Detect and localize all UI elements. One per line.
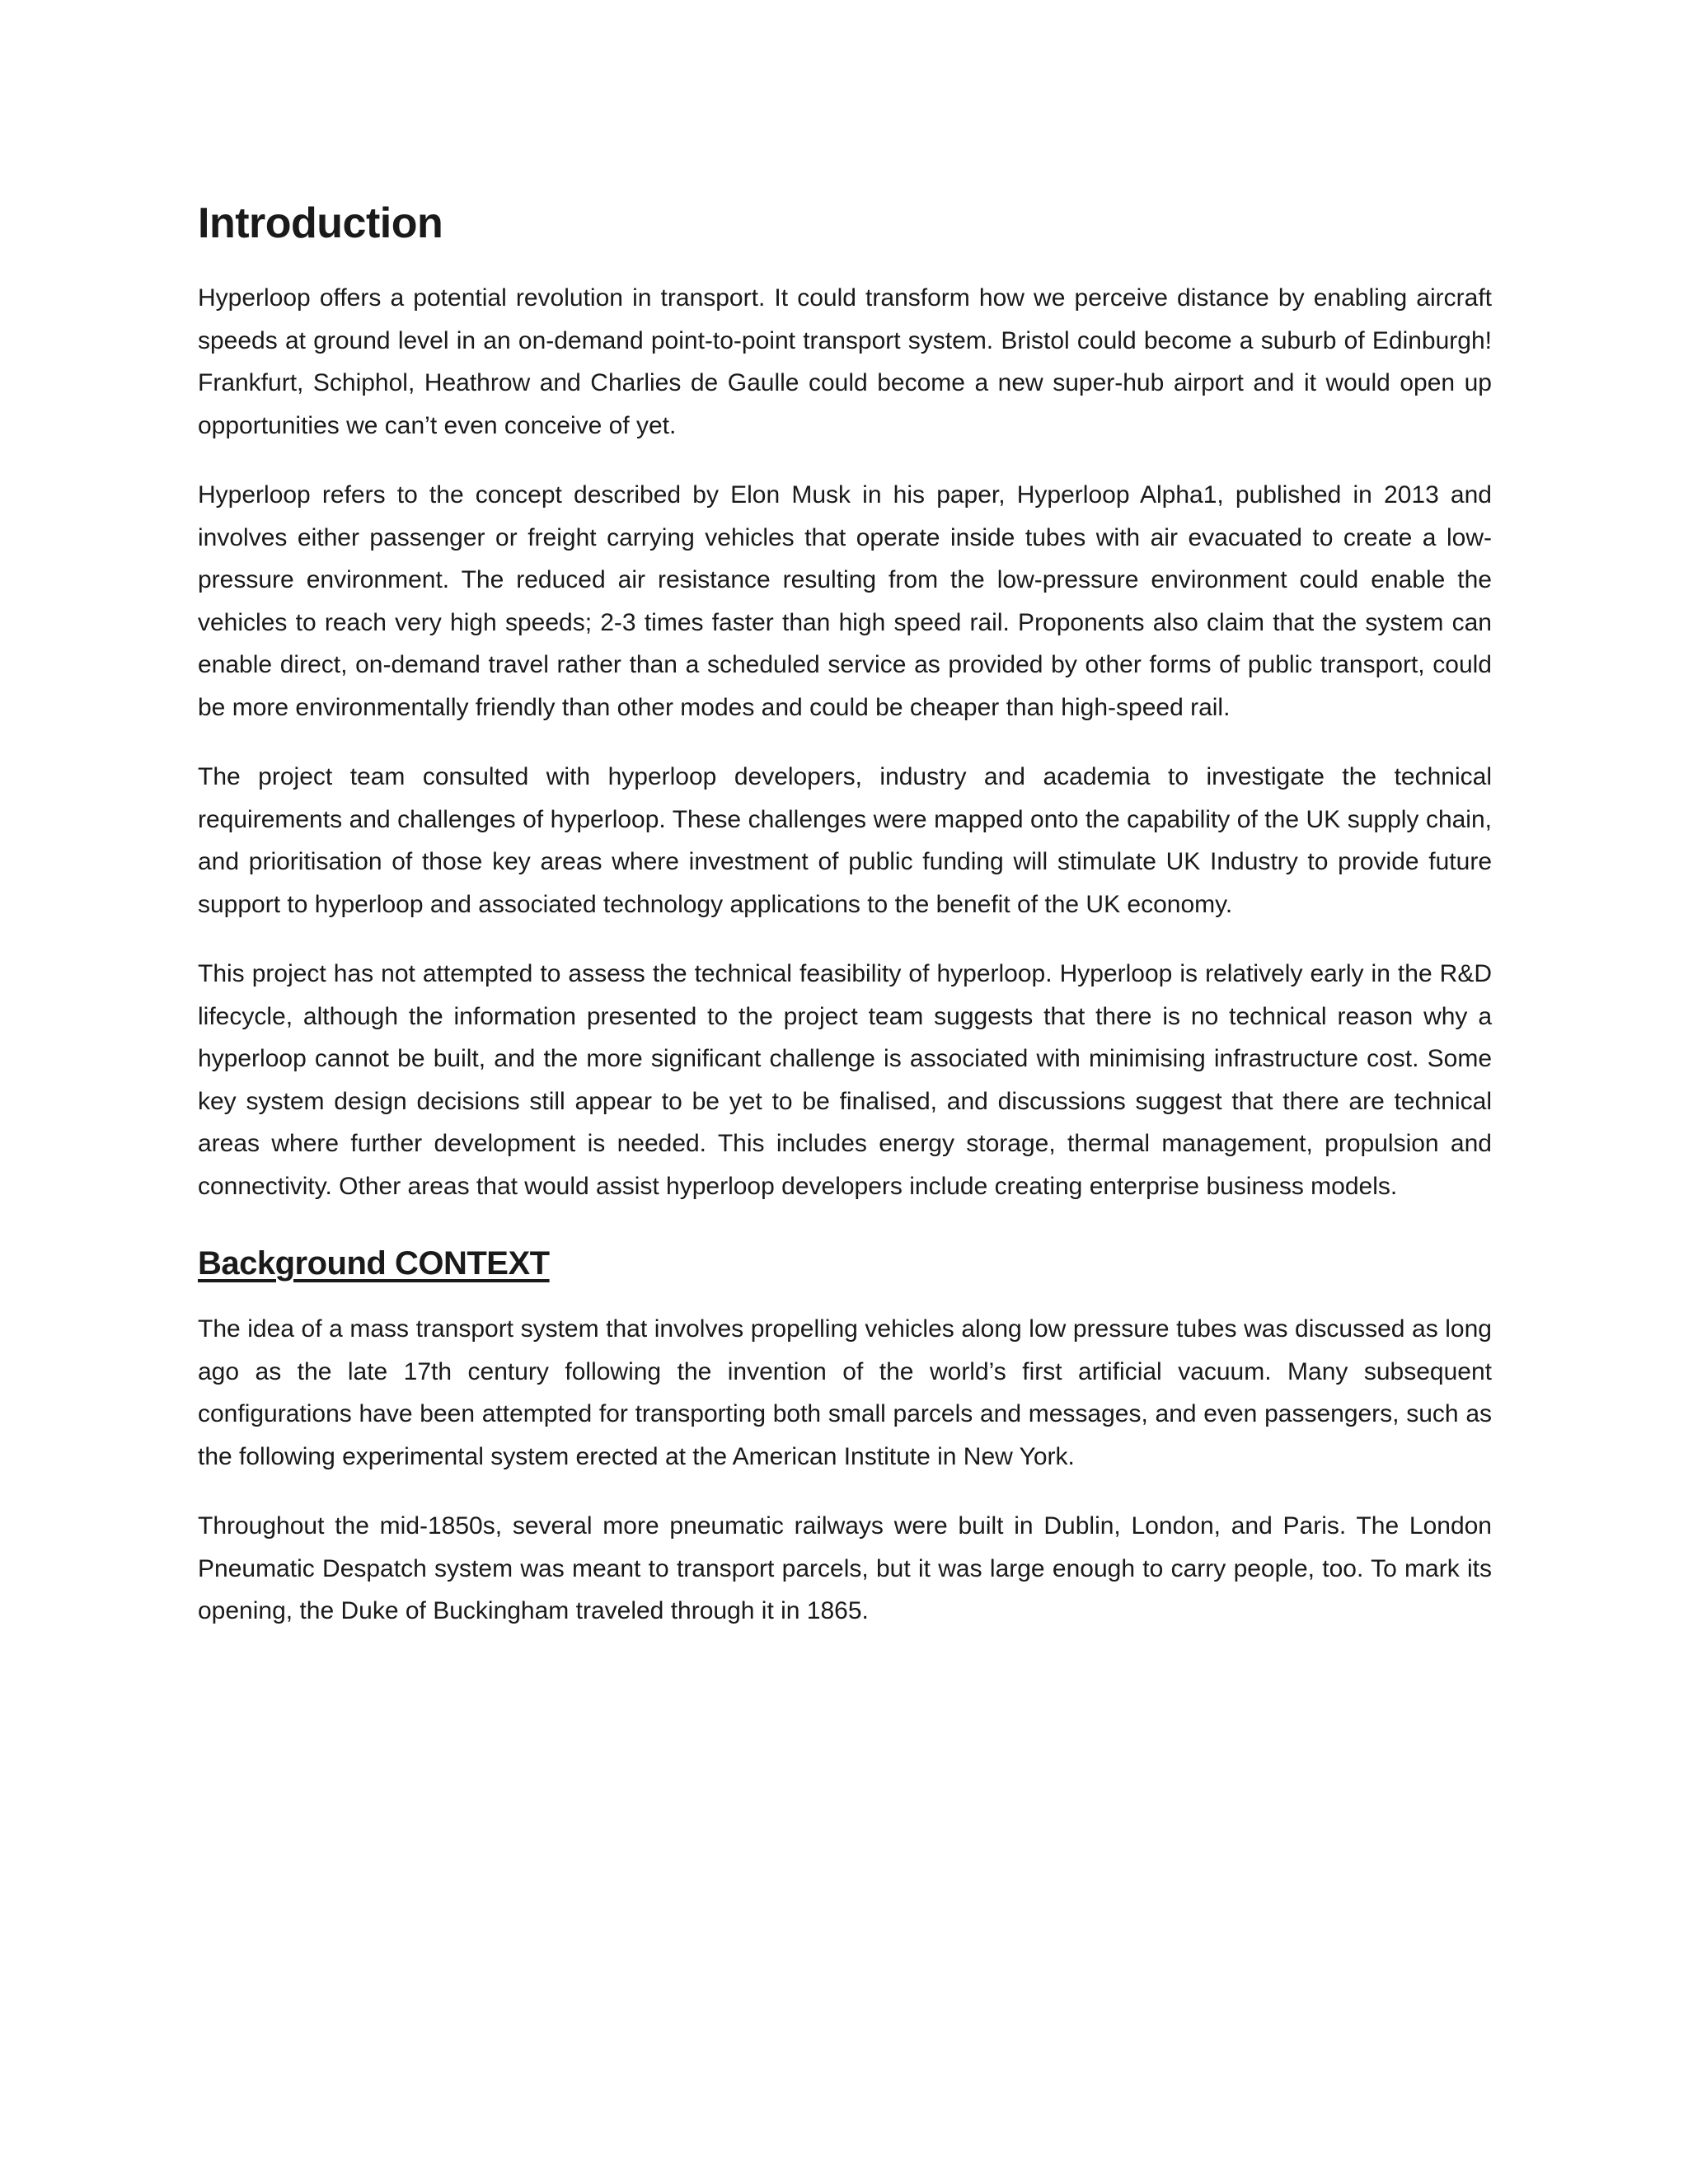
introduction-paragraph-2: Hyperloop refers to the concept described by Elon Musk in his paper, Hyperloop Alpha1, published in 2013 and involves either passenger or freight carrying vehicles that operate inside tubes with air evacuated to create a low-pressure environment. The reduced air resistance resulting from the low-pressure environment could enable the vehicles to reach very high speeds; 2-3 times faster than high speed rail. Proponents also claim that the system can enable direct, on-demand travel rather than a scheduled service as provided by other forms of public transport, could be more environmentally friendly than other modes and could be cheaper than high-speed rail. xyxy=(198,481,1492,721)
background-paragraph-1: The idea of a mass transport system that involves propelling vehicles along low pressure tubes was discussed as long ago as the late 17th century following the invention of the world’s first artificial vacuum. Many subsequent configurations have been attempted for transporting both small parcels and messages, and even passengers, such as the following experimental system erected at the American Institute in New York. xyxy=(198,1315,1492,1470)
introduction-paragraph-4: This project has not attempted to assess the technical feasibility of hyperloop. Hyperloop is relatively early in the R&D lifecycle, although the information presented to the project team suggests that there is no technical reason why a hyperloop cannot be built, and the more significant challenge is associated with minimising infrastructure cost. Some key system design decisions still appear to be yet to be finalised, and discussions suggest that there are technical areas where further development is needed. This includes energy storage, thermal management, propulsion and connectivity. Other areas that would assist hyperloop developers include creating enterprise business models. xyxy=(198,960,1492,1200)
introduction-paragraph-3: The project team consulted with hyperloop developers, industry and academia to investigate the technical requirements and challenges of hyperloop. These challenges were mapped onto the capability of the UK supply chain, and prioritisation of those key areas where investment of public funding will stimulate UK Industry to provide future support to hyperloop and associated technology applications to the benefit of the UK economy. xyxy=(198,763,1492,918)
background-paragraph-2: Throughout the mid-1850s, several more pneumatic railways were built in Dublin, London, and Paris. The London Pneumatic Despatch system was meant to transport parcels, but it was large enough to carry people, too. To mark its opening, the Duke of Buckingham traveled through it in 1865. xyxy=(198,1512,1492,1625)
document-page xyxy=(198,198,1492,1660)
introduction-paragraph-1: Hyperloop offers a potential revolution in transport. It could transform how we perceive distance by enabling aircraft speeds at ground level in an on-demand point-to-point transport system. Bristol could become a suburb of Edinburgh! Frankfurt, Schiphol, Heathrow and Charlies de Gaulle could become a new super-hub airport and it would open up opportunities we can’t even conceive of yet. xyxy=(198,284,1492,439)
introduction-heading: Introduction xyxy=(198,199,443,247)
background-heading: Background CONTEXT xyxy=(198,1245,550,1282)
